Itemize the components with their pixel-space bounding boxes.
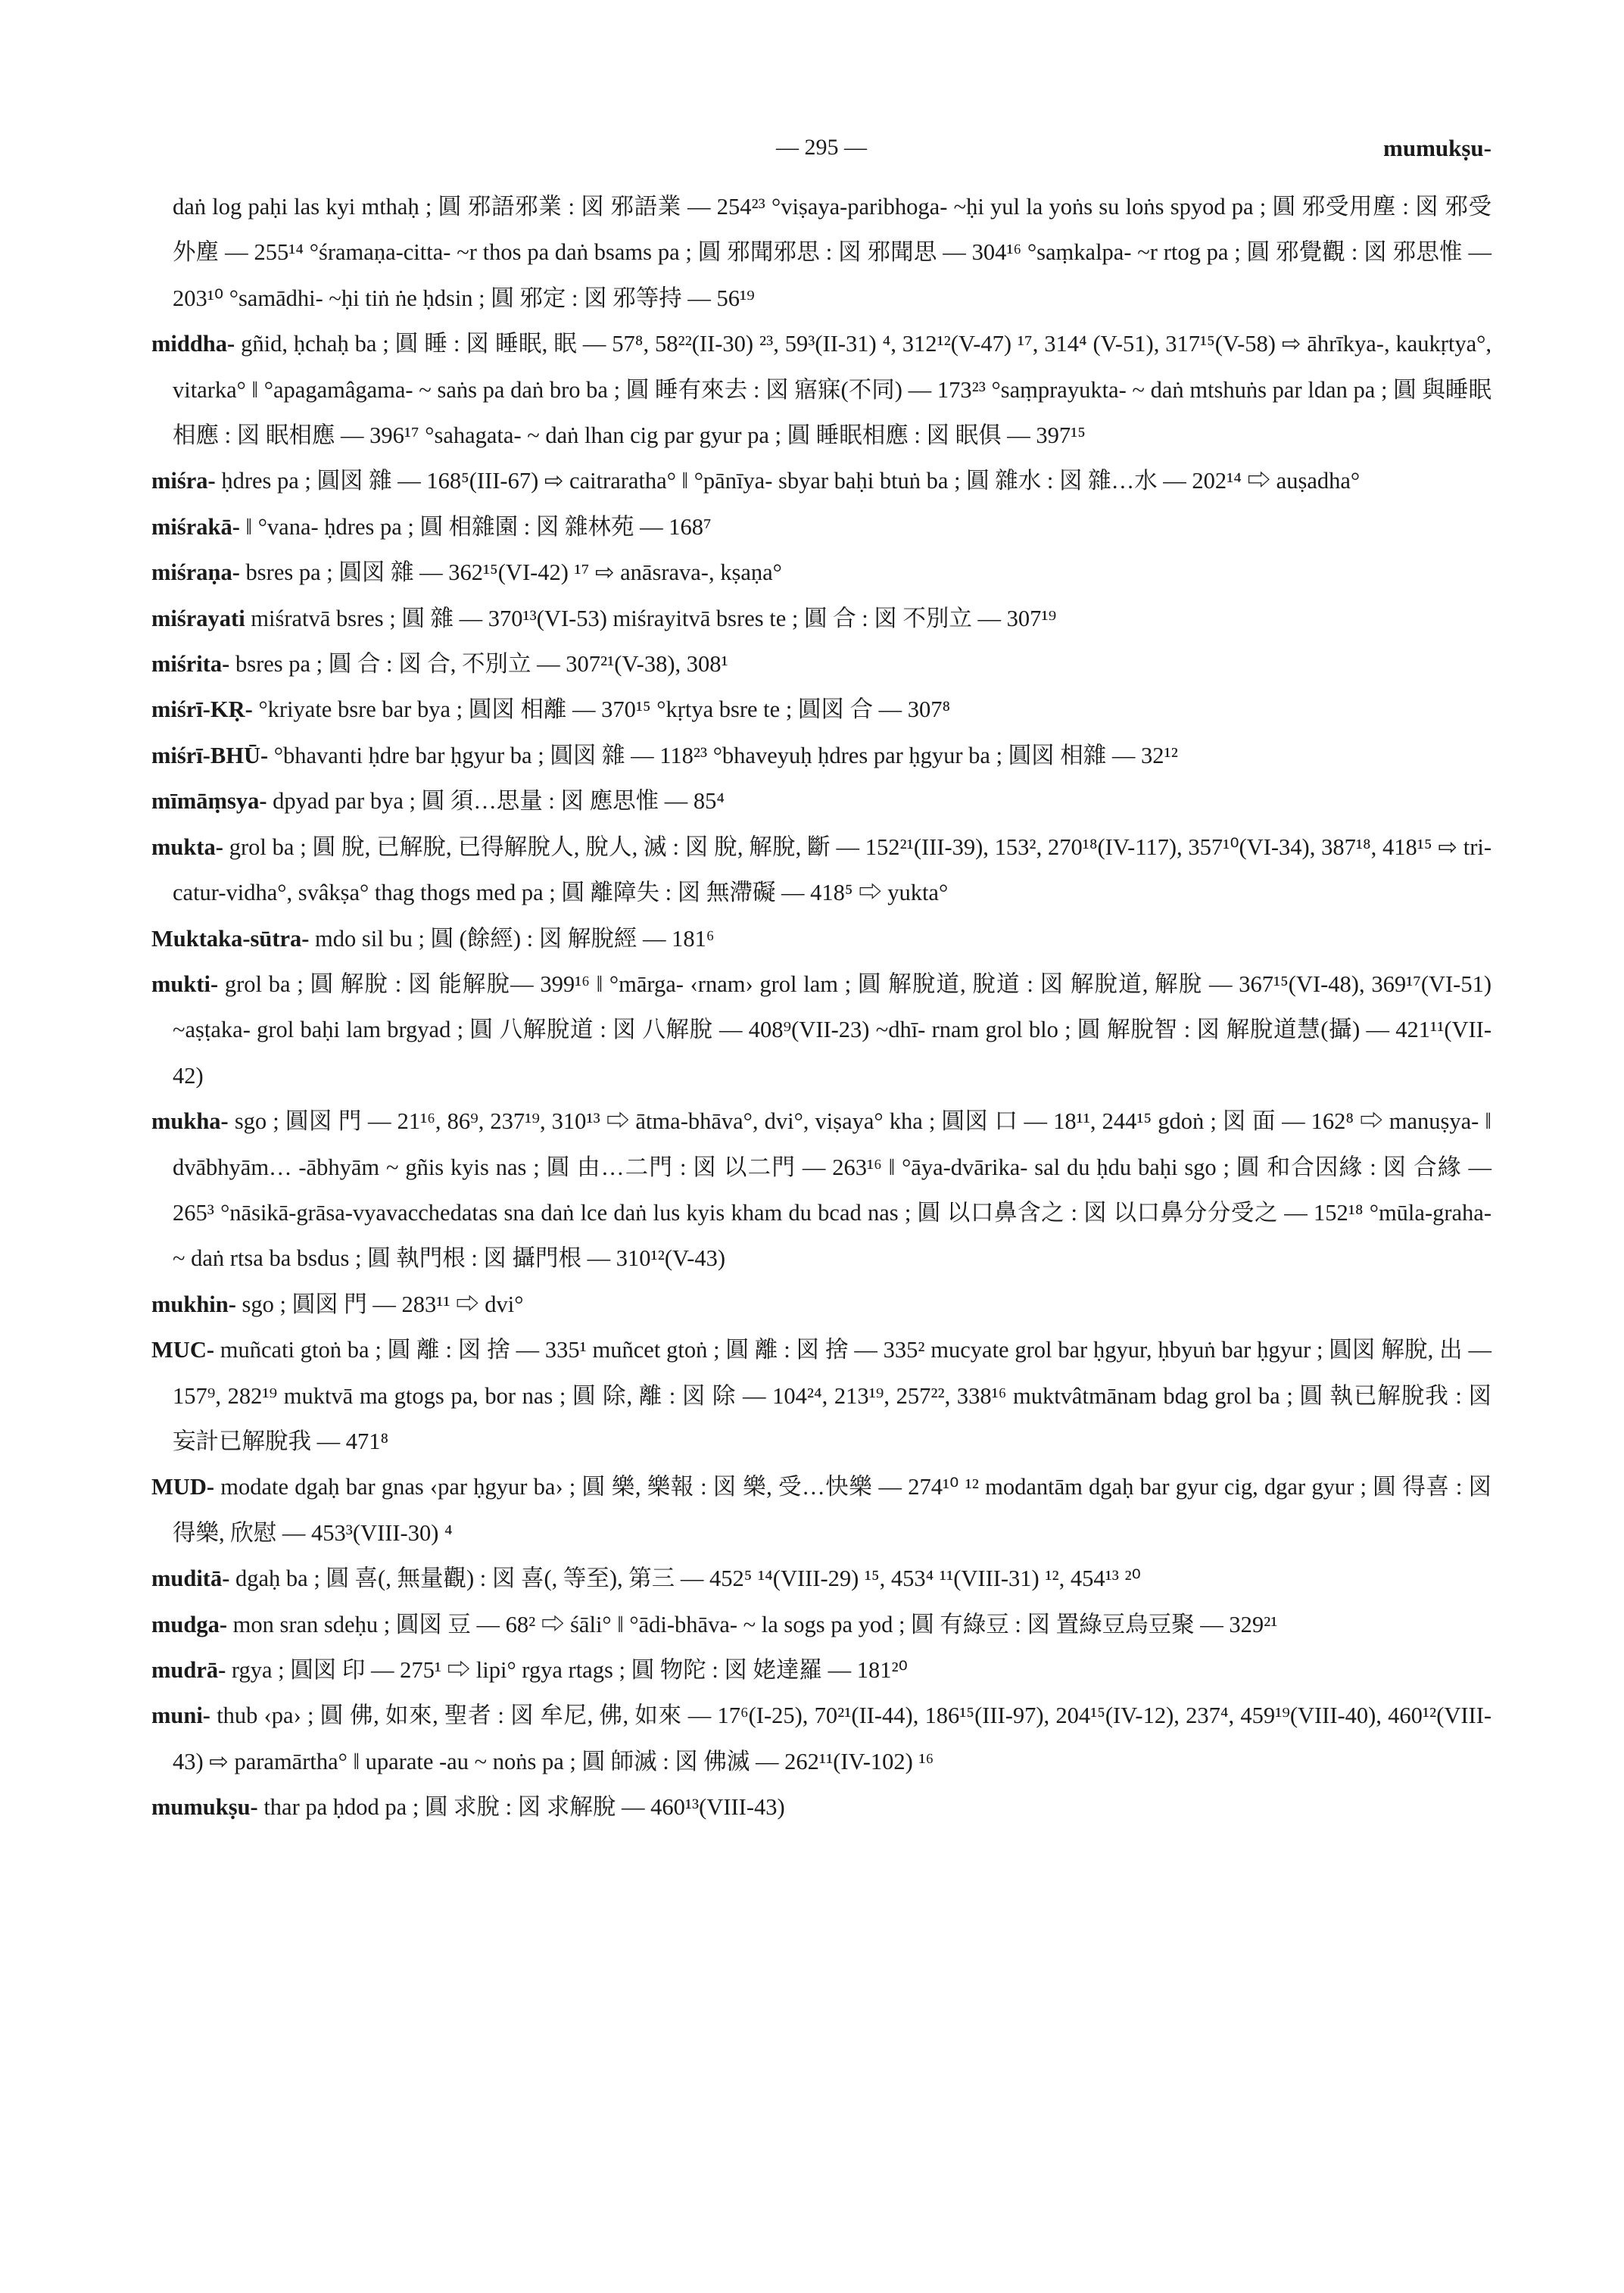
dictionary-entry [151,184,1492,321]
dictionary-entry [151,641,1492,687]
entry-headword: MUD- [151,1474,214,1500]
dictionary-entry [151,733,1492,778]
entry-headword: mukti- [151,970,219,997]
entry-headword: miśra- [151,468,216,494]
dictionary-entry [151,1784,1492,1830]
page-header [151,135,1492,173]
dictionary-entry [151,1098,1492,1282]
entry-headword: miśrita- [151,651,230,678]
entry-definition: dpyad par bya ; 圓 須…思量 : 図 應思惟 — 85⁴ [273,788,725,815]
entry-headword: mukta- [151,833,223,860]
entry-definition: rgya ; 圓図 印 — 275¹ ⇨ lipi° rgya rtags ; 圓 物陀 : 図 姥達羅 — 181²⁰ [231,1657,908,1683]
entry-definition: muñcati gtoṅ ba ; 圓 離 : 図 捨 — 335¹ muñcet gtoṅ ; 圓 離 : 図 捨 — 335² mucyate grol bar ḥgyur, ḥbyuṅ bar ḥgyur ; 圓図 解脫, 出 — 157⁹, 282¹⁹ muktvā ma gtogs pa, bor nas ; 圓 除, 離 : 図 除 — 104²⁴, 213¹⁹, 257²², 338¹⁶ muktvâtmānam bdag grol ba ; 圓 執已解脫我 : 図 妄計已解脫我 — 471⁸ [173,1337,1492,1454]
entry-headword: muditā- [151,1566,230,1592]
entry-definition: dgaḥ ba ; 圓 喜(, 無量觀) : 図 喜(, 等至), 第三 — 452⁵ ¹⁴(VIII-29) ¹⁵, 453⁴ ¹¹(VIII-31) ¹², 454¹³ ²⁰ [235,1566,1141,1592]
dictionary-entry [151,687,1492,732]
entry-headword: MUC- [151,1337,214,1363]
dictionary-entry [151,824,1492,916]
dictionary-entry [151,596,1492,641]
entry-headword: miśrayati [151,605,245,631]
entry-definition: ḥdres pa ; 圓図 雜 — 168⁵(III-67) ⇨ caitraratha° ‖ °pānīya- sbyar baḥi btuṅ ba ; 圓 雜水 : 図 雜…水 — 202¹⁴ ⇨ auṣadha° [221,468,1361,494]
entry-definition: bsres pa ; 圓図 雜 — 362¹⁵(VI-42) ¹⁷ ⇨ anāsrava-, kṣaṇa° [245,559,782,586]
entry-headword: miśrakā- [151,513,240,540]
entry-definition: thub ‹pa› ; 圓 佛, 如來, 聖者 : 図 牟尼, 佛, 如來 — 17⁶(I-25), 70²¹(II-44), 186¹⁵(III-97), 204¹⁵(IV-12), 237⁴, 459¹⁹(VIII-40), 460¹²(VIII-43) ⇨ paramārtha° ‖ uparate -au ~ noṅs pa ; 圓 師滅 : 図 佛滅 — 262¹¹(IV-102) ¹⁶ [173,1703,1492,1774]
entry-definition: bsres pa ; 圓 合 : 図 合, 不別立 — 307²¹(V-38), 308¹ [235,651,728,678]
entry-headword: mukhin- [151,1291,236,1317]
entry-definition: thar pa ḥdod pa ; 圓 求脫 : 図 求解脫 — 460¹³(VIII-43) [263,1794,785,1821]
entry-definition: modate dgaḥ bar gnas ‹par ḥgyur ba› ; 圓 樂, 樂報 : 図 樂, 受…快樂 — 274¹⁰ ¹² modantām dgaḥ bar gyur cig, dgar gyur ; 圓 得喜 : 図 得樂, 欣慰 — 453³(VIII-30) ⁴ [173,1474,1492,1546]
dictionary-entry [151,1693,1492,1784]
entry-definition: daṅ log paḥi las kyi mthaḥ ; 圓 邪語邪業 : 図 邪語業 — 254²³ °viṣaya-paribhoga- ~ḥi yul la yoṅs su loṅs spyod pa ; 圓 邪受用塵 : 図 邪受外塵 — 255¹⁴ °śramaṇa-citta- ~r thos pa daṅ bsams pa ; 圓 邪聞邪思 : 図 邪聞思 — 304¹⁶ °saṃkalpa- ~r rtog pa ; 圓 邪覺觀 : 図 邪思惟 — 203¹⁰ °samādhi- ~ḥi tiṅ ṅe ḥdsin ; 圓 邪定 : 図 邪等持 — 56¹⁹ [173,194,1492,311]
dictionary-entry [151,961,1492,1098]
entry-definition: sgo ; 圓図 門 — 21¹⁶, 86⁹, 237¹⁹, 310¹³ ⇨ ātma-bhāva°, dvi°, viṣaya° kha ; 圓図 口 — 18¹¹, 244¹⁵ gdoṅ ; 図 面 — 162⁸ ⇨ manuṣya- ‖ dvābhyām… -ābhyām ~ gñis kyis nas ; 圓 由…二門 : 図 以二門 — 263¹⁶ ‖ °āya-dvārika- sal du ḥdu baḥi sgo ; 圓 和合因緣 : 図 合緣 — 265³ °nāsikā-grāsa-vyavacchedatas sna daṅ lce daṅ lus kyis kham du bcad nas ; 圓 以口鼻含之 : 図 以口鼻分分受之 — 152¹⁸ °mūla-graha- ~ daṅ rtsa ba bsdus ; 圓 執門根 : 図 攝門根 — 310¹²(V-43) [173,1108,1492,1272]
entry-headword: mīmāṃsya- [151,788,267,815]
entry-headword: miśrī-BHŪ- [151,742,269,768]
entry-definition: grol ba ; 圓 解脫 : 図 能解脫— 399¹⁶ ‖ °mārga- ‹rnam› grol lam ; 圓 解脫道, 脫道 : 図 解脫道, 解脫 — 367¹⁵(VI-48), 369¹⁷(VI-51) ~aṣṭaka- grol baḥi lam brgyad ; 圓 八解脫道 : 図 八解脫 — 408⁹(VII-23) ~dhī- rnam grol blo ; 圓 解脫智 : 図 解脫道慧(攝) — 421¹¹(VII-42) [173,970,1492,1089]
dictionary-entry [151,1464,1492,1556]
entry-headword: muni- [151,1703,210,1729]
entry-definition: miśratvā bsres ; 圓 雜 — 370¹³(VI-53) miśrayitvā bsres te ; 圓 合 : 図 不別立 — 307¹⁹ [251,605,1057,631]
entry-definition: gñid, ḥchaḥ ba ; 圓 睡 : 図 睡眠, 眠 — 57⁸, 58²²(II-30) ²³, 59³(II-31) ⁴, 312¹²(V-47) ¹⁷, 314⁴ (V-51), 317¹⁵(V-58) ⇨ āhrīkya-, kaukṛtya°, vitarka° ‖ °apagamâgama- ~ saṅs pa daṅ bro ba ; 圓 睡有來去 : 図 寤寐(不同) — 173²³ °saṃprayukta- ~ daṅ mtshuṅs par ldan pa ; 圓 與睡眠相應 : 図 眠相應 — 396¹⁷ °sahagata- ~ daṅ lhan cig par gyur pa ; 圓 睡眠相應 : 図 眠俱 — 397¹⁵ [173,331,1492,449]
entry-definition: sgo ; 圓図 門 — 283¹¹ ⇨ dvi° [242,1291,524,1317]
dictionary-entry [151,321,1492,458]
running-head: mumukṣu- [1383,135,1492,161]
entry-headword: mudga- [151,1611,227,1637]
dictionary-entry [151,1602,1492,1647]
entry-definition: °kriyate bsre bar bya ; 圓図 相離 — 370¹⁵ °kṛtya bsre te ; 圓図 合 — 307⁸ [258,696,951,723]
entry-headword: mumukṣu- [151,1794,258,1821]
page-number: — 295 — [776,135,867,160]
dictionary-entry [151,458,1492,503]
entry-headword: mukha- [151,1108,229,1135]
dictionary-entry [151,1556,1492,1601]
entry-definition: °bhavanti ḥdre bar ḥgyur ba ; 圓図 雜 — 118²³ °bhaveyuḥ ḥdres par ḥgyur ba ; 圓図 相雜 — 32¹² [273,742,1178,768]
dictionary-entries [151,184,1492,1830]
entry-headword: miśraṇa- [151,559,240,586]
entry-headword: Muktaka-sūtra- [151,925,310,952]
dictionary-entry [151,778,1492,824]
dictionary-entry [151,550,1492,595]
entry-definition: ‖ °vana- ḥdres pa ; 圓 相雜園 : 図 雜林苑 — 168⁷ [245,513,712,540]
dictionary-entry [151,1647,1492,1693]
dictionary-entry [151,916,1492,961]
entry-headword: mudrā- [151,1657,226,1683]
entry-definition: mon sran sdeḥu ; 圓図 豆 — 68² ⇨ śāli° ‖ °ādi-bhāva- ~ la sogs pa yod ; 圓 有綠豆 : 図 置綠豆烏豆聚 — 329²¹ [232,1611,1278,1637]
dictionary-entry [151,504,1492,550]
dictionary-entry [151,1282,1492,1327]
dictionary-entry [151,1327,1492,1464]
entry-headword: middha- [151,331,235,357]
entry-definition: grol ba ; 圓 脫, 已解脫, 已得解脫人, 脫人, 滅 : 図 脫, 解脫, 斷 — 152²¹(III-39), 153², 270¹⁸(IV-117), 357¹⁰(VI-34), 387¹⁸, 418¹⁵ ⇨ tri-catur-vidha°, svâkṣa° thag thogs med pa ; 圓 離障失 : 図 無滯礙 — 418⁵ ⇨ yukta° [173,833,1492,906]
entry-definition: mdo sil bu ; 圓 (餘經) : 図 解脫經 — 181⁶ [315,925,715,952]
entry-headword: miśrī-KṚ- [151,696,253,723]
